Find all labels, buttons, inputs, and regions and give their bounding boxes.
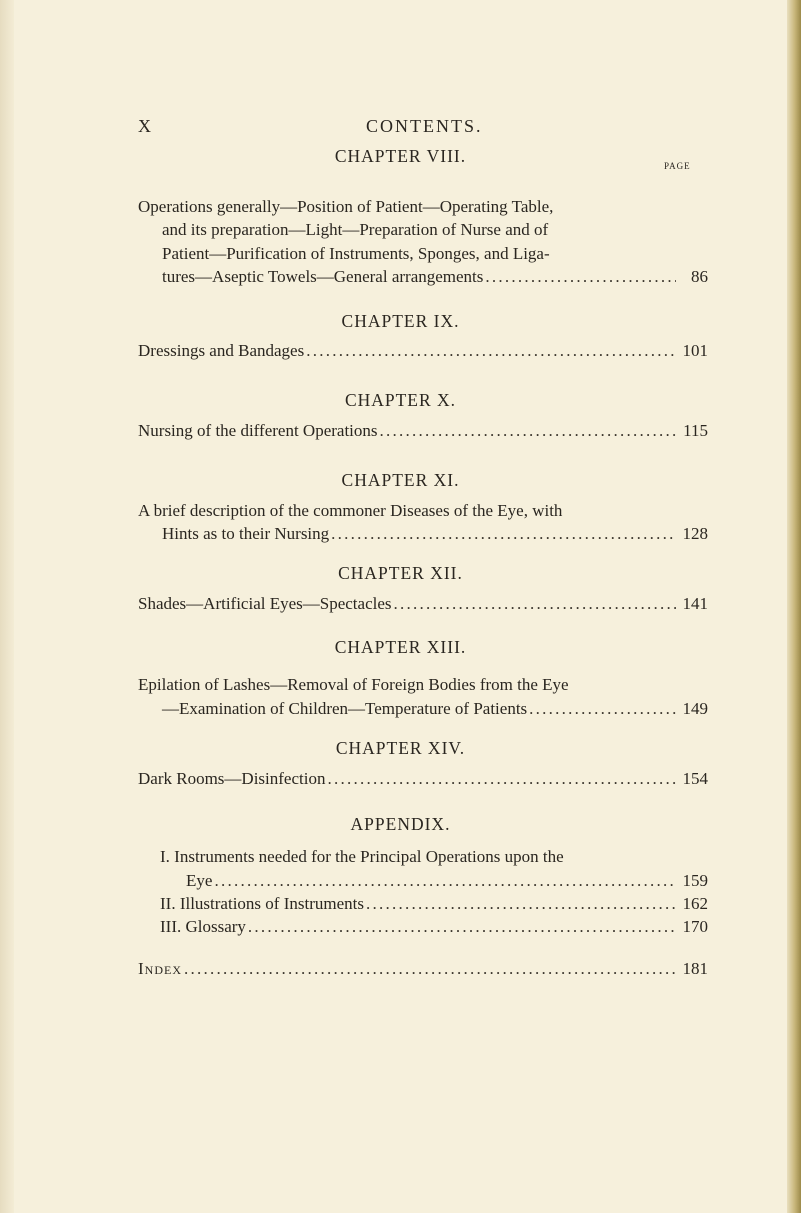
dot-leader: [380, 420, 676, 442]
toc-line: [160, 893, 708, 915]
dot-leader: [327, 768, 676, 790]
toc-page-number: 159: [682, 871, 708, 890]
toc-entry-text: III. Glossary: [160, 917, 246, 936]
toc-page-number: 141: [682, 594, 708, 613]
chapter-heading: CHAPTER XI.: [341, 470, 460, 490]
toc-page-number: 86: [691, 267, 708, 286]
toc-entry-text: Operations generally—Position of Patient—Operating Table,: [138, 197, 554, 216]
toc-entry-text: —Examination of Children—Temperature of Patients: [162, 699, 528, 718]
toc-entry-text: Eye: [186, 871, 213, 890]
toc-entry-text: Patient—Purification of Instruments, Sponges, and Liga-: [162, 244, 550, 263]
appendix-heading: APPENDIX.: [350, 814, 451, 834]
toc-entry-text: II. Illustrations of Instruments: [160, 894, 364, 913]
dot-leader: [184, 958, 676, 980]
toc-line: [162, 219, 708, 241]
toc-entry-text: Epilation of Lashes—Removal of Foreign Bodies from the Eye: [138, 675, 569, 694]
toc-line: [186, 870, 708, 892]
toc-line: [138, 958, 708, 980]
toc-line: [162, 523, 708, 545]
toc-line: [162, 266, 708, 288]
toc-page-number: 149: [682, 699, 708, 718]
dot-leader: [248, 916, 676, 938]
toc-page-number: 170: [682, 917, 708, 936]
toc-line: [162, 698, 708, 720]
dot-leader: [485, 266, 676, 288]
toc-page-number: 115: [683, 421, 708, 440]
dot-leader: [331, 523, 676, 545]
toc-entry-text: tures—Aseptic Towels—General arrangements: [162, 267, 484, 286]
dot-leader: [306, 340, 676, 362]
toc-line: [138, 340, 708, 362]
toc-line: [138, 674, 708, 696]
toc-entry-text: Dark Rooms—Disinfection: [138, 769, 326, 788]
dot-leader: [394, 593, 676, 615]
toc-entry-text: A brief description of the commoner Diseases of the Eye, with: [138, 501, 563, 520]
toc-entry-text: Hints as to their Nursing: [162, 524, 330, 543]
toc-entry-text: Nursing of the different Operations: [138, 421, 378, 440]
page-column-label: PAGE: [664, 161, 691, 171]
toc-line: [160, 846, 708, 868]
chapter-heading: CHAPTER IX.: [341, 311, 460, 331]
toc-line: [162, 243, 708, 265]
dot-leader: [366, 893, 676, 915]
page-numeral: X: [138, 116, 152, 136]
toc-entry-text: Index: [138, 959, 182, 978]
running-head: [0, 116, 801, 140]
toc-line: [160, 916, 708, 938]
chapter-heading: CHAPTER XII.: [338, 563, 463, 583]
toc-entry-text: I. Instruments needed for the Principal Operations upon the: [160, 847, 564, 866]
toc-page-number: 128: [682, 524, 708, 543]
toc-page-number: 181: [682, 959, 708, 978]
toc-entry-text: Shades—Artificial Eyes—Spectacles: [138, 594, 392, 613]
chapter-heading: CHAPTER XIV.: [335, 738, 466, 758]
toc-line: [138, 593, 708, 615]
page-title: CONTENTS.: [366, 116, 483, 136]
toc-page-number: 162: [682, 894, 708, 913]
toc-page-number: 154: [682, 769, 708, 788]
toc-line: [138, 196, 708, 218]
toc-line: [138, 500, 708, 522]
toc-entry-text: and its preparation—Light—Preparation of Nurse and of: [162, 220, 549, 239]
dot-leader: [529, 698, 676, 720]
toc-line: [138, 420, 708, 442]
chapter-heading: CHAPTER VIII.: [334, 146, 467, 166]
toc-line: [138, 768, 708, 790]
toc-page-number: 101: [682, 341, 708, 360]
chapter-heading: CHAPTER X.: [344, 390, 457, 410]
chapter-heading: CHAPTER XIII.: [334, 637, 467, 657]
toc-entry-text: Dressings and Bandages: [138, 341, 305, 360]
dot-leader: [214, 870, 676, 892]
